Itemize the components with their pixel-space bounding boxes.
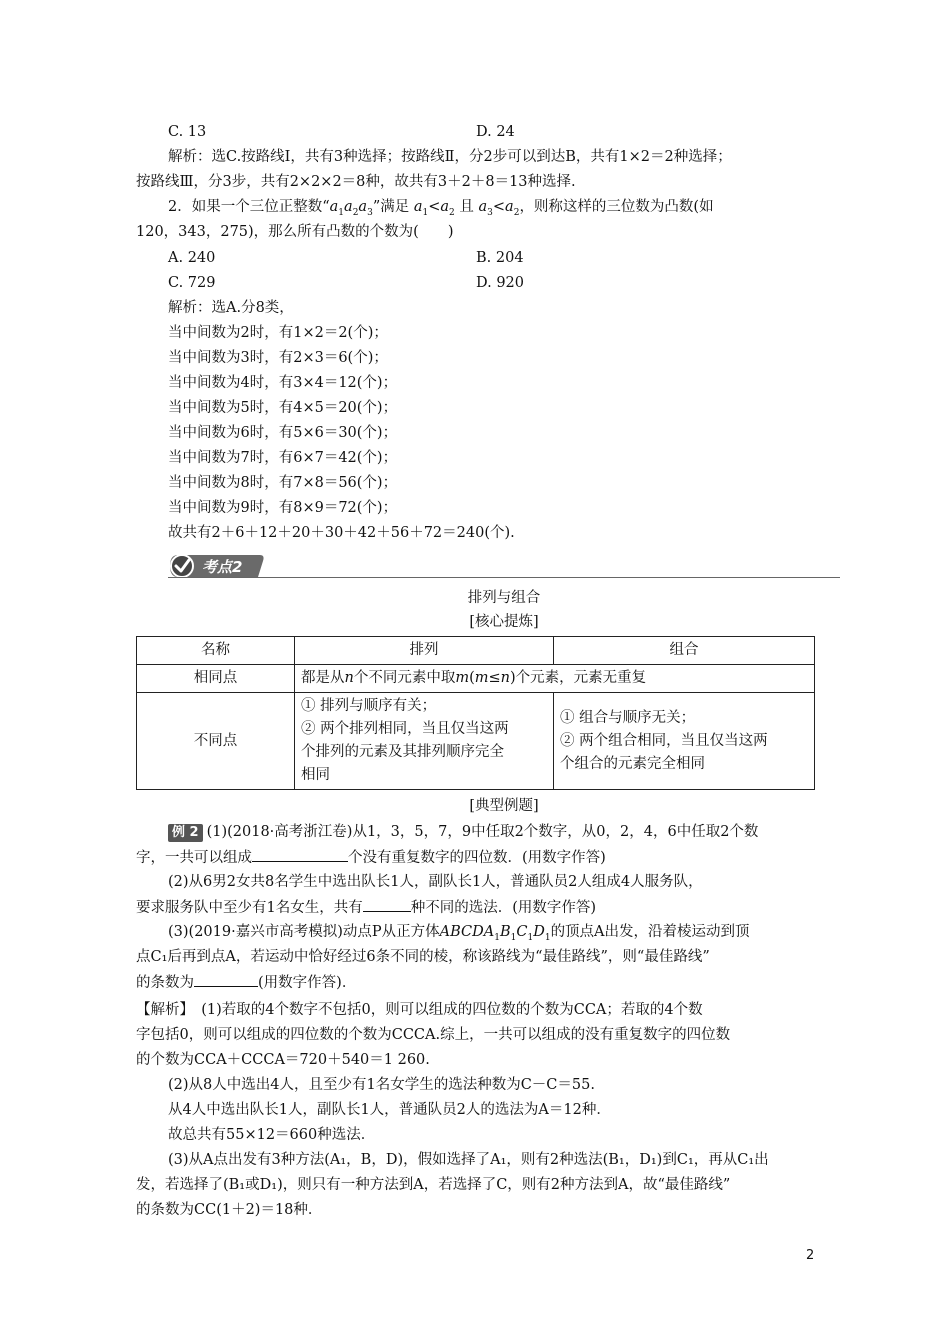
core-heading: [核心提炼] [469,614,539,630]
q1-option-d: D. 24 [476,124,515,140]
q2-stem-b: ”满足 [372,199,410,215]
solution-part2-line3: 故总共有55×12＝660种选法． [168,1127,376,1143]
perm-diff-cell [295,693,554,790]
solution-part2-line2: 从4人中选出队长1人，副队长1人，普通队员2人的选法为A＝12种． [168,1102,611,1118]
q2-case: 当中间数为9时，有8×9＝72(个)； [168,500,398,516]
example-part3-line3 [136,972,356,993]
answer-blank [363,897,411,912]
example-part3-text: (3)(2019·嘉兴市高考模拟)动点P从正方体 [168,924,440,940]
header-combination: 组合 [554,637,815,665]
perm-diff-line: ① 排列与顺序有关； [301,698,437,714]
example-part2-line1: (2)从6男2女共8名学生中选出队长1人，副队长1人，普通队员2人组成4人服务队， [168,874,703,890]
q2-case: 当中间数为3时，有2×3＝6(个)； [168,350,388,366]
q2-option-d: D. 920 [476,275,525,291]
answer-blank [194,972,258,987]
example-part3-line2: 点C₁后再到点A，若运动中恰好经过6条不同的棱，称该路线为“最佳路线”，则“最佳路线” [136,949,710,965]
typical-heading: [典型例题] [469,798,539,814]
q2-stem-line1: 2．如果一个三位正整数“$a_1a_2a_3$”满足 $a_1<a_2$ 且 $a_3<a_2$，则称这样的三位数为凸数(如 [168,199,714,218]
comb-diff-line: 个组合的元素完全相同 [560,755,705,772]
perm-diff-line: 相同 [301,767,330,783]
solution-part1-line3: 的个数为CCA＋CCCA＝720＋540＝1 260. [136,1052,430,1068]
header-permutation: 排列 [295,637,554,665]
q1-analysis-line2: 按路线Ⅲ，分3步，共有2×2×2＝8种，故共有3＋2＋8＝13种选择. [136,174,576,190]
same-label: 相同点 [137,665,295,693]
q2-case: 当中间数为8时，有7×8＝56(个)； [168,475,398,491]
q2-analysis-head: 解析：选A.分8类， [168,300,294,316]
table-header-row [137,637,815,665]
example-line2 [136,847,606,868]
q1-analysis-line1: 解析：选C.按路线Ⅰ，共有3种选择；按路线Ⅱ，分2步可以到达B，共有1×2＝2种选择； [168,149,732,165]
q1-option-c: C. 13 [168,124,207,140]
example-part1-text: (1)(2018·高考浙江卷)从1，3，5，7，9中任取2个数字，从0，2，4，6中任取2个数 [206,824,759,840]
q2-option-b: B. 204 [476,250,524,266]
example-line1 [168,822,758,842]
solution-part1-line2: 字包括0，则可以组成的四位数的个数为CCCA.综上，一共可以组成的没有重复数字的四位数 [136,1027,731,1043]
comb-diff-line: ② 两个组合相同，当且仅当这两 [560,732,768,749]
answer-blank [252,847,348,862]
example-part1-text: 个没有重复数字的四位数．(用数字作答) [348,850,606,866]
same-text: 都是从n个不同元素中取m(m≤n)个元素，元素无重复 [295,665,815,693]
solution-part3-line3: 的条数为CC(1＋2)＝18种． [136,1202,323,1218]
example-part3-text: 的条数为 [136,975,194,991]
example-part3-text: (用数字作答)． [258,975,357,991]
solution-part1-line1: 【解析】 (1)若取的4个数字不包括0，则可以组成的四位数的个数为CCA；若取的4个数 [136,1002,703,1018]
table-row [137,693,815,790]
q2-option-a: A. 240 [168,250,216,266]
example-badge: 例 2 [168,824,203,842]
q2-stem-a: 2．如果一个三位正整数“ [168,199,330,215]
q2-stem-c: 且 [459,199,474,215]
q2-option-c: C. 729 [168,275,216,291]
q2-stem-line2: 120，343，275)，那么所有凸数的个数为( ) [136,224,454,240]
header-name: 名称 [137,637,295,665]
q2-case: 当中间数为7时，有6×7＝42(个)； [168,450,398,466]
example-part2-text: 种不同的选法．(用数字作答) [410,900,597,916]
table-row [137,665,815,693]
q2-case: 当中间数为4时，有3×4＝12(个)； [168,375,398,391]
q2-case: 当中间数为6时，有5×6＝30(个)； [168,425,398,441]
diff-label: 不同点 [137,693,295,790]
comb-diff-cell [554,693,815,790]
q2-conclusion: 故共有2＋6＋12＋20＋30＋42＋56＋72＝240(个). [168,525,515,541]
comparison-table [136,636,815,790]
solution-part2-line1: (2)从8人中选出4人，且至少有1名女学生的选法种数为C－C＝55. [168,1077,595,1093]
q2-stem-d: ，则称这样的三位数为凸数(如 [519,199,714,215]
example-part2-line2 [136,897,596,918]
example-part3-line1: (3)(2019·嘉兴市高考模拟)动点P从正方体$ABCDA_1B_1C_1D_1$的顶点A出发，沿着棱运动到顶 [168,924,750,943]
perm-diff-line: ② 两个排列相同，当且仅当这两 [301,721,509,737]
example-part3-text: 的顶点A出发，沿着棱运动到顶 [550,924,750,940]
section-badge [168,553,266,579]
q2-case: 当中间数为5时，有4×5＝20(个)； [168,400,398,416]
section-title: 排列与组合 [467,590,541,606]
section-badge-label: 考点2 [202,558,243,576]
section-divider [168,577,840,578]
example-part2-text: 要求服务队中至少有1名女生，共有 [136,900,363,916]
solution-part3-line2: 发，若选择了(B₁或D₁)，则只有一种方法到A，若选择了C，则有2种方法到A，故“最佳路线” [136,1177,731,1193]
comb-diff-line: ① 组合与顺序无关； [560,709,696,726]
q2-case: 当中间数为2时，有1×2＝2(个)； [168,325,388,341]
perm-diff-line: 个排列的元素及其排列顺序完全 [301,744,504,760]
example-part1-text: 字，一共可以组成 [136,850,252,866]
solution-part3-line1: (3)从A点出发有3种方法(A₁，B，D)，假如选择了A₁，则有2种选法(B₁，D₁)到C₁，再从C₁出 [168,1152,769,1168]
page-number: 2 [806,1248,815,1263]
